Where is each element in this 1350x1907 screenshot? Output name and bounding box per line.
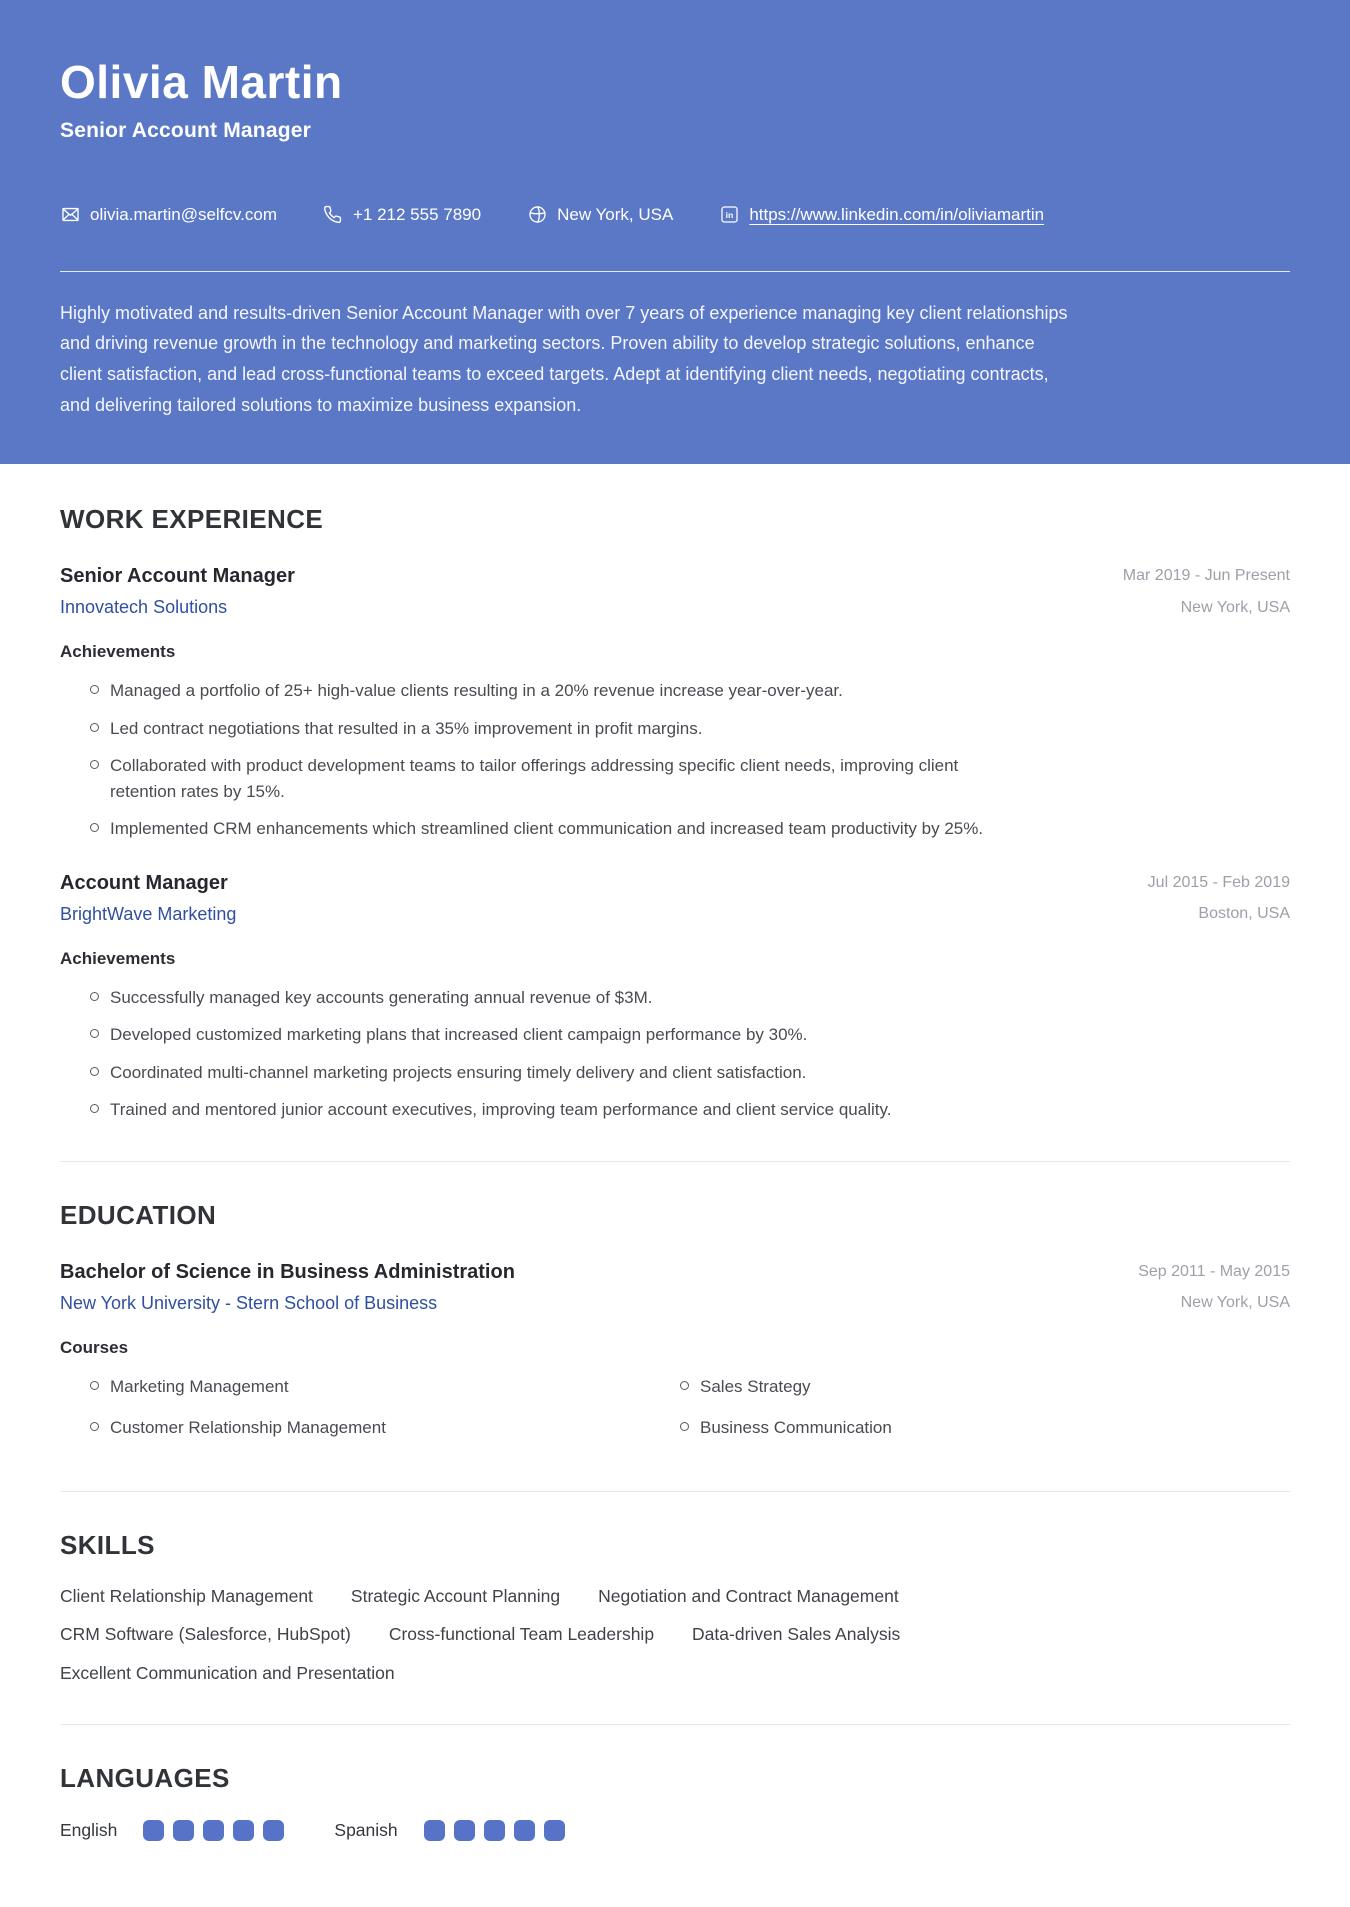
language-list (60, 1820, 1290, 1841)
course-list (60, 1374, 1200, 1453)
section-languages (60, 1763, 1290, 1841)
linkedin-icon (719, 205, 739, 225)
job-location: New York, USA (1180, 598, 1290, 616)
achievements-label: Achievements (60, 642, 176, 662)
achievement-item: Successfully managed key accounts generating annual revenue of $3M. (60, 985, 990, 1011)
achievement-item: Coordinated multi-channel marketing projects ensuring timely delivery and client satisfaction. (60, 1060, 990, 1086)
profile-summary: Highly motivated and results-driven Senior Account Manager with over 7 years of experience managing key client relationships and driving revenue growth in the technology and marketing sectors. Proven ability to develop strategic solutions, enhance client satisfaction, and lead cross-functional teams to exceed targets. Adept at identifying client needs, negotiating contracts, and delivering tailored solutions to maximize business expansion. (60, 302, 1068, 415)
contact-text: New York, USA (557, 204, 674, 224)
section-divider (60, 1491, 1290, 1492)
achievement-item: Collaborated with product development teams to tailor offerings addressing specific client needs, improving client retention rates by 15%. (60, 753, 990, 804)
work-entry-head (60, 872, 1290, 925)
contact-text: +1 212 555 7890 (352, 204, 482, 224)
language-level-dots (424, 1820, 565, 1841)
work-entry-head (60, 565, 1290, 618)
work-entry-meta (1148, 872, 1290, 923)
section-work-experience (60, 504, 1290, 1123)
skills-heading: SKILLS (60, 1529, 155, 1560)
language-item (60, 1820, 284, 1841)
degree-title: Bachelor of Science in Business Administration (60, 1260, 515, 1283)
job-title: Senior Account Manager (60, 565, 295, 588)
achievement-item: Developed customized marketing plans that increased client campaign performance by 30%. (60, 1022, 990, 1048)
language-level-dot (424, 1820, 445, 1841)
phone-icon (323, 205, 343, 225)
skills-list (60, 1585, 1060, 1686)
education-entry-meta (1138, 1261, 1290, 1312)
skill-item: Negotiation and Contract Management (598, 1585, 899, 1606)
section-divider (60, 1161, 1290, 1162)
language-level-dot (143, 1820, 164, 1841)
language-level-dot (514, 1820, 535, 1841)
work-experience-heading: WORK EXPERIENCE (60, 504, 324, 535)
achievement-item: Managed a portfolio of 25+ high-value clients resulting in a 20% revenue increase year-over-year. (60, 678, 990, 704)
linkedin-link[interactable] (719, 205, 1044, 225)
contact-item (323, 205, 481, 225)
person-job-title: Senior Account Manager (60, 118, 311, 142)
work-entry (60, 872, 1290, 1123)
achievement-item: Trained and mentored junior account executives, improving team performance and client service quality. (60, 1097, 990, 1123)
school-name: New York University - Stern School of Business (60, 1292, 438, 1313)
education-entry-head (60, 1261, 1290, 1314)
education-heading: EDUCATION (60, 1199, 217, 1230)
skill-item: Cross-functional Team Leadership (388, 1624, 655, 1645)
skill-item: Data-driven Sales Analysis (692, 1624, 901, 1645)
email-icon (60, 205, 80, 225)
company-name: Innovatech Solutions (60, 597, 228, 618)
courses-label: Courses (60, 1337, 129, 1357)
svg-text:in: in (725, 210, 734, 221)
achievement-item: Led contract negotiations that resulted in a 35% improvement in profit margins. (60, 716, 990, 742)
work-entry (60, 565, 1290, 842)
course-item: Sales Strategy (650, 1374, 1200, 1400)
skill-item: Client Relationship Management (60, 1585, 313, 1606)
globe-icon (527, 205, 547, 225)
contact-list (60, 205, 1290, 225)
work-entry-left (60, 872, 236, 925)
language-level-dot (544, 1820, 565, 1841)
education-dates: Sep 2011 - May 2015 (1138, 1262, 1290, 1280)
skill-item: CRM Software (Salesforce, HubSpot) (60, 1624, 351, 1645)
language-level-dot (454, 1820, 475, 1841)
company-name: BrightWave Marketing (60, 903, 237, 924)
course-item: Customer Relationship Management (60, 1415, 610, 1441)
work-entry-left (60, 565, 295, 618)
course-item: Marketing Management (60, 1374, 610, 1400)
achievement-list (60, 678, 1290, 842)
education-entry (60, 1261, 1290, 1453)
languages-heading: LANGUAGES (60, 1762, 230, 1793)
education-entry-left (60, 1261, 515, 1314)
job-location: Boston, USA (1198, 905, 1290, 923)
person-name: Olivia Martin (60, 56, 343, 108)
language-name: English (60, 1819, 118, 1840)
section-education (60, 1200, 1290, 1453)
section-skills (60, 1530, 1290, 1686)
language-name: Spanish (334, 1819, 398, 1840)
job-dates: Jul 2015 - Feb 2019 (1147, 873, 1290, 891)
job-dates: Mar 2019 - Jun Present (1122, 567, 1290, 585)
work-entries (60, 565, 1290, 1123)
contact-text: olivia.martin@selfcv.com (90, 204, 277, 224)
language-level-dot (203, 1820, 224, 1841)
language-level-dot (233, 1820, 254, 1841)
contact-text: https://www.linkedin.com/in/oliviamartin (749, 204, 1045, 224)
contact-item (60, 205, 277, 225)
job-title: Account Manager (60, 871, 228, 894)
achievements-label: Achievements (60, 948, 176, 968)
language-level-dots (143, 1820, 284, 1841)
contact-item (527, 205, 673, 225)
skill-item: Strategic Account Planning (350, 1585, 561, 1606)
achievement-item: Implemented CRM enhancements which streamlined client communication and increased team productivity by 25%. (60, 816, 990, 842)
language-level-dot (263, 1820, 284, 1841)
resume-body (0, 464, 1350, 1840)
work-entry-meta (1123, 565, 1290, 616)
language-item (334, 1820, 564, 1841)
education-location: New York, USA (1180, 1294, 1290, 1312)
resume-header (0, 0, 1350, 464)
course-item: Business Communication (650, 1415, 1200, 1441)
language-level-dot (484, 1820, 505, 1841)
achievement-list (60, 985, 1290, 1123)
skill-item: Excellent Communication and Presentation (60, 1663, 395, 1684)
header-divider (60, 271, 1290, 272)
language-level-dot (173, 1820, 194, 1841)
section-divider (60, 1724, 1290, 1725)
